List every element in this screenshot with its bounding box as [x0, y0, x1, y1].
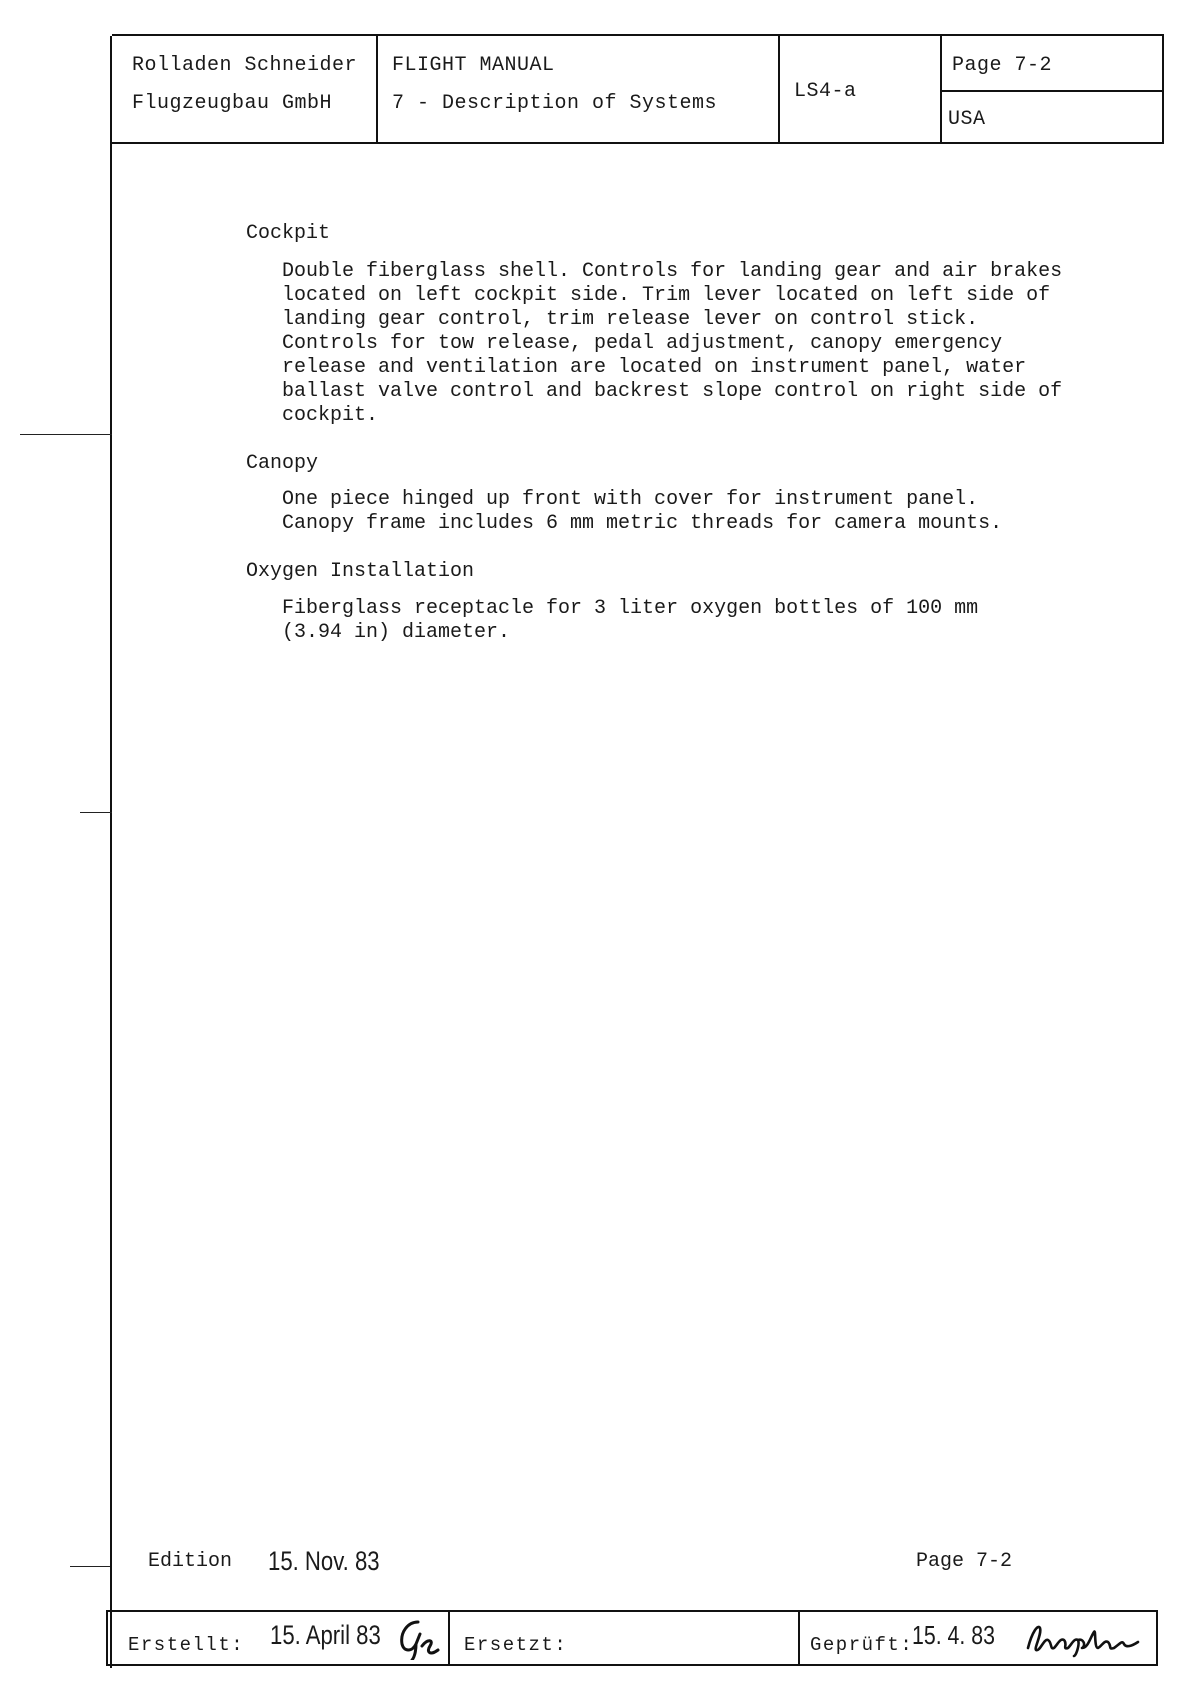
header-page-cell	[942, 36, 1162, 142]
section-title-cockpit: Cockpit	[246, 222, 331, 245]
body-line: Fiberglass receptacle for 3 liter oxygen bottles of 100 mm	[282, 597, 979, 620]
body-line: cockpit.	[282, 404, 379, 427]
body-line: (3.94 in) diameter.	[282, 621, 511, 644]
aircraft-model: LS4-a	[794, 80, 857, 103]
body-line: located on left cockpit side. Trim lever located on left side of	[282, 284, 1051, 307]
header-divider	[942, 90, 1162, 92]
geprueft-signature	[1024, 1618, 1144, 1658]
approval-divider	[798, 1612, 800, 1664]
header-company-cell	[112, 36, 378, 142]
company-name-line2: Flugzeugbau GmbH	[132, 92, 333, 115]
body-line: release and ventilation are located on instrument panel, water	[282, 356, 1027, 379]
approval-divider	[448, 1612, 450, 1664]
section-title-oxygen-installation: Oxygen Installation	[246, 560, 475, 583]
geprueft-label: Geprüft:	[810, 1634, 914, 1656]
header-region: USA	[948, 108, 986, 131]
edition-label: Edition	[148, 1550, 233, 1573]
body-line: Double fiberglass shell. Controls for landing gear and air brakes	[282, 260, 1063, 283]
erstellt-date: 15. April 83	[270, 1620, 381, 1650]
section-heading: 7 - Description of Systems	[392, 92, 718, 115]
header-page-number: Page 7-2	[952, 54, 1053, 77]
header-model-cell	[780, 36, 942, 142]
margin-mark	[70, 1566, 110, 1567]
margin-mark	[80, 812, 112, 813]
body-line: Canopy frame includes 6 mm metric threads for camera mounts.	[282, 512, 1003, 535]
manual-title: FLIGHT MANUAL	[392, 54, 555, 77]
body-line: ballast valve control and backrest slope control on right side of	[282, 380, 1063, 403]
page-frame-left-border	[110, 36, 112, 1668]
header-title-cell	[378, 36, 780, 142]
document-header	[112, 34, 1164, 144]
geprueft-date: 15. 4. 83	[912, 1620, 995, 1650]
body-line: Controls for tow release, pedal adjustment, canopy emergency	[282, 332, 1003, 355]
body-line: One piece hinged up front with cover for instrument panel.	[282, 488, 979, 511]
approval-box	[106, 1610, 1158, 1666]
company-name-line1: Rolladen Schneider	[132, 54, 358, 77]
section-title-canopy: Canopy	[246, 452, 319, 475]
body-line: landing gear control, trim release lever on control stick.	[282, 308, 979, 331]
footer-page-number: Page 7-2	[916, 1550, 1013, 1573]
erstellt-initials-signature	[394, 1616, 440, 1660]
ersetzt-label: Ersetzt:	[464, 1634, 568, 1656]
erstellt-label: Erstellt:	[128, 1634, 245, 1656]
margin-mark	[20, 434, 112, 435]
edition-date: 15. Nov. 83	[268, 1546, 380, 1576]
